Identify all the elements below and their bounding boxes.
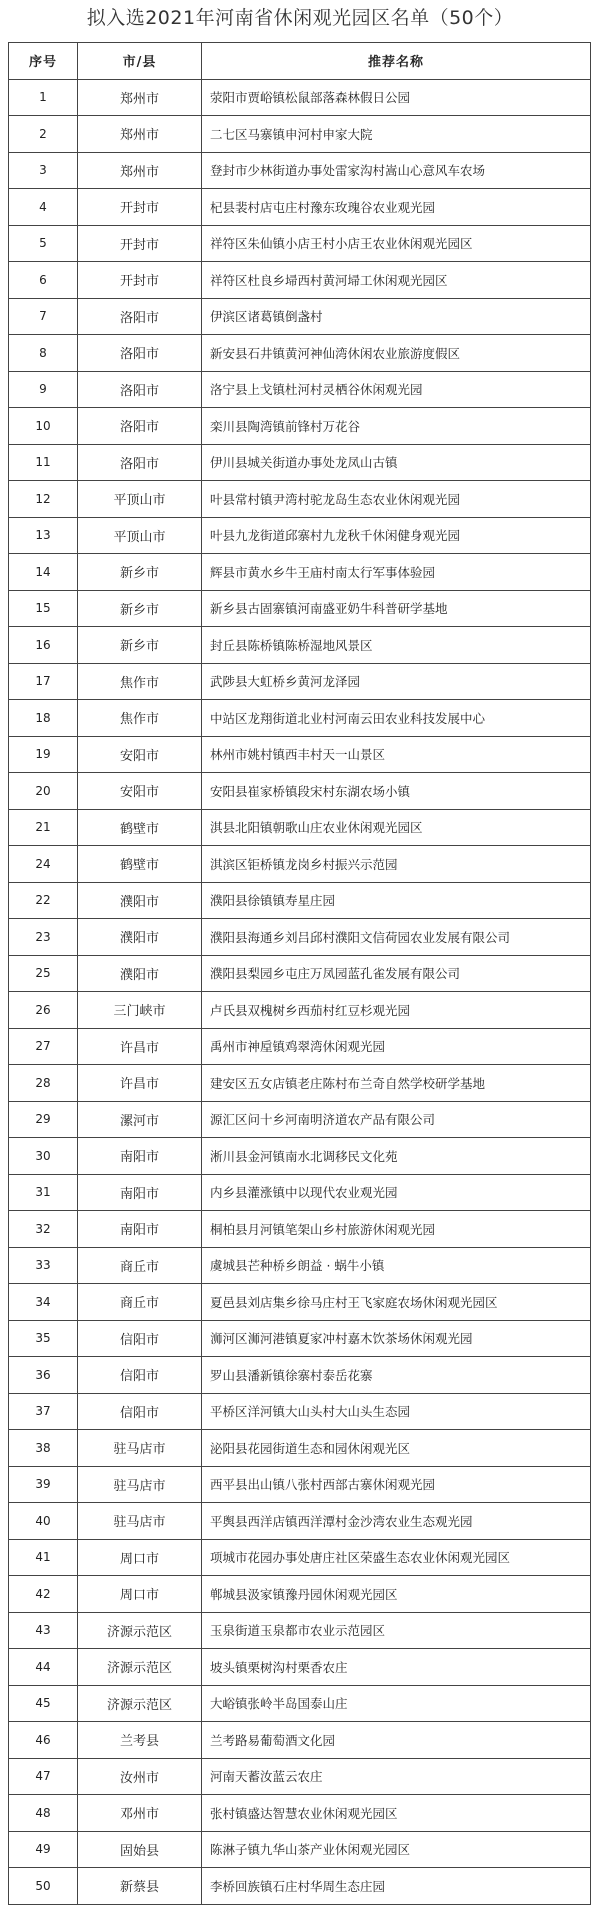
table-row <box>9 517 591 554</box>
row-city: 郑州市 <box>78 79 202 116</box>
table-row <box>9 809 591 846</box>
row-park-name: 禹州市神垕镇鸡翠湾休闲观光园 <box>202 1028 591 1065</box>
row-serial-number: 45 <box>9 1685 78 1722</box>
table-row <box>9 1795 591 1832</box>
row-serial-number: 49 <box>9 1831 78 1868</box>
row-park-name: 封丘县陈桥镇陈桥湿地风景区 <box>202 627 591 664</box>
row-park-name: 玉泉街道玉泉都市农业示范园区 <box>202 1612 591 1649</box>
row-serial-number: 5 <box>9 225 78 262</box>
row-park-name: 建安区五女店镇老庄陈村布兰奇自然学校研学基地 <box>202 1065 591 1102</box>
park-list-table <box>8 42 591 1905</box>
table-row <box>9 590 591 627</box>
row-city: 濮阳市 <box>78 955 202 992</box>
row-city: 固始县 <box>78 1831 202 1868</box>
row-park-name: 平舆县西洋店镇西洋潭村金沙湾农业生态观光园 <box>202 1503 591 1540</box>
table-row <box>9 1503 591 1540</box>
row-city: 郑州市 <box>78 116 202 153</box>
table-row <box>9 1284 591 1321</box>
row-serial-number: 38 <box>9 1430 78 1467</box>
row-park-name: 夏邑县刘店集乡徐马庄村王飞家庭农场休闲观光园区 <box>202 1284 591 1321</box>
row-city: 洛阳市 <box>78 444 202 481</box>
table-row <box>9 1612 591 1649</box>
row-park-name: 林州市姚村镇西丰村天一山景区 <box>202 736 591 773</box>
row-serial-number: 22 <box>9 882 78 919</box>
row-serial-number: 13 <box>9 517 78 554</box>
row-serial-number: 46 <box>9 1722 78 1759</box>
row-serial-number: 34 <box>9 1284 78 1321</box>
table-row <box>9 1466 591 1503</box>
row-park-name: 淇滨区钜桥镇龙岗乡村振兴示范园 <box>202 846 591 883</box>
row-serial-number: 29 <box>9 1101 78 1138</box>
row-park-name: 淅川县金河镇南水北调移民文化苑 <box>202 1138 591 1175</box>
row-park-name: 平桥区洋河镇大山头村大山头生态园 <box>202 1393 591 1430</box>
row-park-name: 虞城县芒种桥乡朗益 · 蜗牛小镇 <box>202 1247 591 1284</box>
row-city: 驻马店市 <box>78 1466 202 1503</box>
table-row <box>9 1065 591 1102</box>
row-city: 濮阳市 <box>78 882 202 919</box>
row-serial-number: 4 <box>9 189 78 226</box>
row-city: 信阳市 <box>78 1320 202 1357</box>
row-city: 平顶山市 <box>78 517 202 554</box>
row-city: 洛阳市 <box>78 298 202 335</box>
table-row <box>9 992 591 1029</box>
row-park-name: 登封市少林街道办事处雷家沟村嵩山心意风车农场 <box>202 152 591 189</box>
row-park-name: 叶县九龙街道邱寨村九龙秋千休闲健身观光园 <box>202 517 591 554</box>
row-serial-number: 50 <box>9 1868 78 1905</box>
row-city: 新蔡县 <box>78 1868 202 1905</box>
row-park-name: 李桥回族镇石庄村华周生态庄园 <box>202 1868 591 1905</box>
row-park-name: 项城市花园办事处唐庄社区荣盛生态农业休闲观光园区 <box>202 1539 591 1576</box>
row-serial-number: 10 <box>9 408 78 445</box>
row-serial-number: 3 <box>9 152 78 189</box>
table-row <box>9 1174 591 1211</box>
row-city: 许昌市 <box>78 1065 202 1102</box>
row-serial-number: 19 <box>9 736 78 773</box>
row-city: 南阳市 <box>78 1174 202 1211</box>
table-row <box>9 955 591 992</box>
row-park-name: 兰考路易葡萄酒文化园 <box>202 1722 591 1759</box>
row-park-name: 安阳县崔家桥镇段宋村东湖农场小镇 <box>202 773 591 810</box>
row-city: 商丘市 <box>78 1284 202 1321</box>
table-row <box>9 1247 591 1284</box>
row-serial-number: 43 <box>9 1612 78 1649</box>
table-row <box>9 663 591 700</box>
row-city: 洛阳市 <box>78 371 202 408</box>
row-serial-number: 30 <box>9 1138 78 1175</box>
row-serial-number: 41 <box>9 1539 78 1576</box>
row-city: 濮阳市 <box>78 919 202 956</box>
row-serial-number: 8 <box>9 335 78 372</box>
row-city: 新乡市 <box>78 554 202 591</box>
row-city: 新乡市 <box>78 590 202 627</box>
table-row <box>9 298 591 335</box>
row-serial-number: 14 <box>9 554 78 591</box>
row-serial-number: 18 <box>9 700 78 737</box>
table-row <box>9 1831 591 1868</box>
row-park-name: 中站区龙翔街道北业村河南云田农业科技发展中心 <box>202 700 591 737</box>
row-city: 汝州市 <box>78 1758 202 1795</box>
row-park-name: 浉河区浉河港镇夏家冲村嘉木饮茶场休闲观光园 <box>202 1320 591 1357</box>
row-city: 焦作市 <box>78 700 202 737</box>
table-row <box>9 189 591 226</box>
table-row <box>9 736 591 773</box>
row-city: 信阳市 <box>78 1357 202 1394</box>
row-serial-number: 2 <box>9 116 78 153</box>
row-city: 开封市 <box>78 262 202 299</box>
table-row <box>9 481 591 518</box>
row-park-name: 桐柏县月河镇笔架山乡村旅游休闲观光园 <box>202 1211 591 1248</box>
row-park-name: 濮阳县徐镇镇寿星庄园 <box>202 882 591 919</box>
row-city: 南阳市 <box>78 1138 202 1175</box>
row-city: 周口市 <box>78 1576 202 1613</box>
header-serial-number: 序号 <box>9 43 78 80</box>
table-row <box>9 1539 591 1576</box>
table-row <box>9 1685 591 1722</box>
table-row <box>9 554 591 591</box>
row-serial-number: 23 <box>9 919 78 956</box>
table-row <box>9 335 591 372</box>
row-city: 安阳市 <box>78 736 202 773</box>
row-park-name: 杞县裴村店屯庄村豫东玫瑰谷农业观光园 <box>202 189 591 226</box>
row-city: 平顶山市 <box>78 481 202 518</box>
row-serial-number: 20 <box>9 773 78 810</box>
row-city: 驻马店市 <box>78 1503 202 1540</box>
row-park-name: 张村镇盛达智慧农业休闲观光园区 <box>202 1795 591 1832</box>
table-row <box>9 1028 591 1065</box>
row-park-name: 坡头镇栗树沟村栗香农庄 <box>202 1649 591 1686</box>
row-city: 鹤壁市 <box>78 846 202 883</box>
table-row <box>9 1138 591 1175</box>
row-park-name: 伊滨区诸葛镇倒盏村 <box>202 298 591 335</box>
row-serial-number: 15 <box>9 590 78 627</box>
row-city: 开封市 <box>78 225 202 262</box>
header-city-county: 市/县 <box>78 43 202 80</box>
row-city: 洛阳市 <box>78 335 202 372</box>
row-city: 鹤壁市 <box>78 809 202 846</box>
row-serial-number: 11 <box>9 444 78 481</box>
row-serial-number: 40 <box>9 1503 78 1540</box>
row-city: 兰考县 <box>78 1722 202 1759</box>
table-row <box>9 116 591 153</box>
row-serial-number: 32 <box>9 1211 78 1248</box>
document-title: 拟入选2021年河南省休闲观光园区名单（50个） <box>86 7 514 29</box>
table-row <box>9 225 591 262</box>
table-row <box>9 1758 591 1795</box>
row-city: 济源示范区 <box>78 1612 202 1649</box>
row-park-name: 濮阳县梨园乡屯庄万凤园蓝孔雀发展有限公司 <box>202 955 591 992</box>
header-recommended-name: 推荐名称 <box>202 43 591 80</box>
row-serial-number: 24 <box>9 846 78 883</box>
row-park-name: 罗山县潘新镇徐寨村泰岳花寨 <box>202 1357 591 1394</box>
row-serial-number: 44 <box>9 1649 78 1686</box>
table-row <box>9 1357 591 1394</box>
row-park-name: 伊川县城关街道办事处龙凤山古镇 <box>202 444 591 481</box>
row-city: 焦作市 <box>78 663 202 700</box>
row-park-name: 武陟县大虹桥乡黄河龙泽园 <box>202 663 591 700</box>
row-serial-number: 36 <box>9 1357 78 1394</box>
table-row <box>9 152 591 189</box>
row-park-name: 内乡县灌涨镇中以现代农业观光园 <box>202 1174 591 1211</box>
row-city: 安阳市 <box>78 773 202 810</box>
row-serial-number: 7 <box>9 298 78 335</box>
row-city: 洛阳市 <box>78 408 202 445</box>
row-park-name: 西平县出山镇八张村西部古寨休闲观光园 <box>202 1466 591 1503</box>
table-row <box>9 919 591 956</box>
row-city: 郑州市 <box>78 152 202 189</box>
row-serial-number: 35 <box>9 1320 78 1357</box>
table-row <box>9 700 591 737</box>
table-row <box>9 262 591 299</box>
table-header-row <box>9 43 591 80</box>
row-serial-number: 26 <box>9 992 78 1029</box>
table-row <box>9 882 591 919</box>
row-serial-number: 27 <box>9 1028 78 1065</box>
row-city: 三门峡市 <box>78 992 202 1029</box>
row-city: 漯河市 <box>78 1101 202 1138</box>
row-park-name: 泌阳县花园街道生态和园休闲观光区 <box>202 1430 591 1467</box>
row-park-name: 大峪镇张岭半岛国泰山庄 <box>202 1685 591 1722</box>
row-serial-number: 9 <box>9 371 78 408</box>
table-row <box>9 1868 591 1905</box>
row-city: 济源示范区 <box>78 1685 202 1722</box>
row-park-name: 新安县石井镇黄河神仙湾休闲农业旅游度假区 <box>202 335 591 372</box>
row-serial-number: 42 <box>9 1576 78 1613</box>
row-park-name: 洛宁县上戈镇杜河村灵栖谷休闲观光园 <box>202 371 591 408</box>
table-row <box>9 1722 591 1759</box>
row-serial-number: 39 <box>9 1466 78 1503</box>
table-row <box>9 1211 591 1248</box>
row-serial-number: 25 <box>9 955 78 992</box>
row-serial-number: 21 <box>9 809 78 846</box>
row-city: 新乡市 <box>78 627 202 664</box>
row-serial-number: 47 <box>9 1758 78 1795</box>
row-park-name: 陈淋子镇九华山茶产业休闲观光园区 <box>202 1831 591 1868</box>
table-row <box>9 1101 591 1138</box>
row-serial-number: 33 <box>9 1247 78 1284</box>
table-row <box>9 773 591 810</box>
table-row <box>9 1320 591 1357</box>
table-row <box>9 79 591 116</box>
row-park-name: 卢氏县双槐树乡西茄村红豆杉观光园 <box>202 992 591 1029</box>
row-park-name: 祥符区朱仙镇小店王村小店王农业休闲观光园区 <box>202 225 591 262</box>
row-park-name: 二七区马寨镇申河村申家大院 <box>202 116 591 153</box>
row-city: 南阳市 <box>78 1211 202 1248</box>
table-body <box>9 79 591 1904</box>
row-serial-number: 12 <box>9 481 78 518</box>
row-park-name: 濮阳县海通乡刘吕邱村濮阳文信荷园农业发展有限公司 <box>202 919 591 956</box>
row-city: 开封市 <box>78 189 202 226</box>
row-serial-number: 31 <box>9 1174 78 1211</box>
row-park-name: 河南天蓄汝蓝云农庄 <box>202 1758 591 1795</box>
row-serial-number: 17 <box>9 663 78 700</box>
row-city: 驻马店市 <box>78 1430 202 1467</box>
table-row <box>9 371 591 408</box>
row-serial-number: 37 <box>9 1393 78 1430</box>
row-serial-number: 48 <box>9 1795 78 1832</box>
row-park-name: 叶县常村镇尹湾村驼龙岛生态农业休闲观光园 <box>202 481 591 518</box>
row-city: 邓州市 <box>78 1795 202 1832</box>
table-row <box>9 1576 591 1613</box>
row-serial-number: 1 <box>9 79 78 116</box>
table-row <box>9 408 591 445</box>
row-park-name: 郸城县汲家镇豫丹园休闲观光园区 <box>202 1576 591 1613</box>
row-city: 许昌市 <box>78 1028 202 1065</box>
row-city: 周口市 <box>78 1539 202 1576</box>
row-park-name: 辉县市黄水乡牛王庙村南太行军事体验园 <box>202 554 591 591</box>
row-park-name: 荥阳市贾峪镇松鼠部落森林假日公园 <box>202 79 591 116</box>
row-serial-number: 16 <box>9 627 78 664</box>
table-row <box>9 444 591 481</box>
table-row <box>9 627 591 664</box>
row-park-name: 源汇区问十乡河南明济道农产品有限公司 <box>202 1101 591 1138</box>
row-park-name: 新乡县古固寨镇河南盛亚奶牛科普研学基地 <box>202 590 591 627</box>
row-city: 信阳市 <box>78 1393 202 1430</box>
row-park-name: 祥符区杜良乡埽西村黄河埽工休闲观光园区 <box>202 262 591 299</box>
row-park-name: 栾川县陶湾镇前锋村万花谷 <box>202 408 591 445</box>
row-city: 济源示范区 <box>78 1649 202 1686</box>
table-row <box>9 1649 591 1686</box>
table-row <box>9 846 591 883</box>
row-serial-number: 28 <box>9 1065 78 1102</box>
table-row <box>9 1393 591 1430</box>
table-row <box>9 1430 591 1467</box>
row-city: 商丘市 <box>78 1247 202 1284</box>
row-park-name: 淇县北阳镇朝歌山庄农业休闲观光园区 <box>202 809 591 846</box>
row-serial-number: 6 <box>9 262 78 299</box>
